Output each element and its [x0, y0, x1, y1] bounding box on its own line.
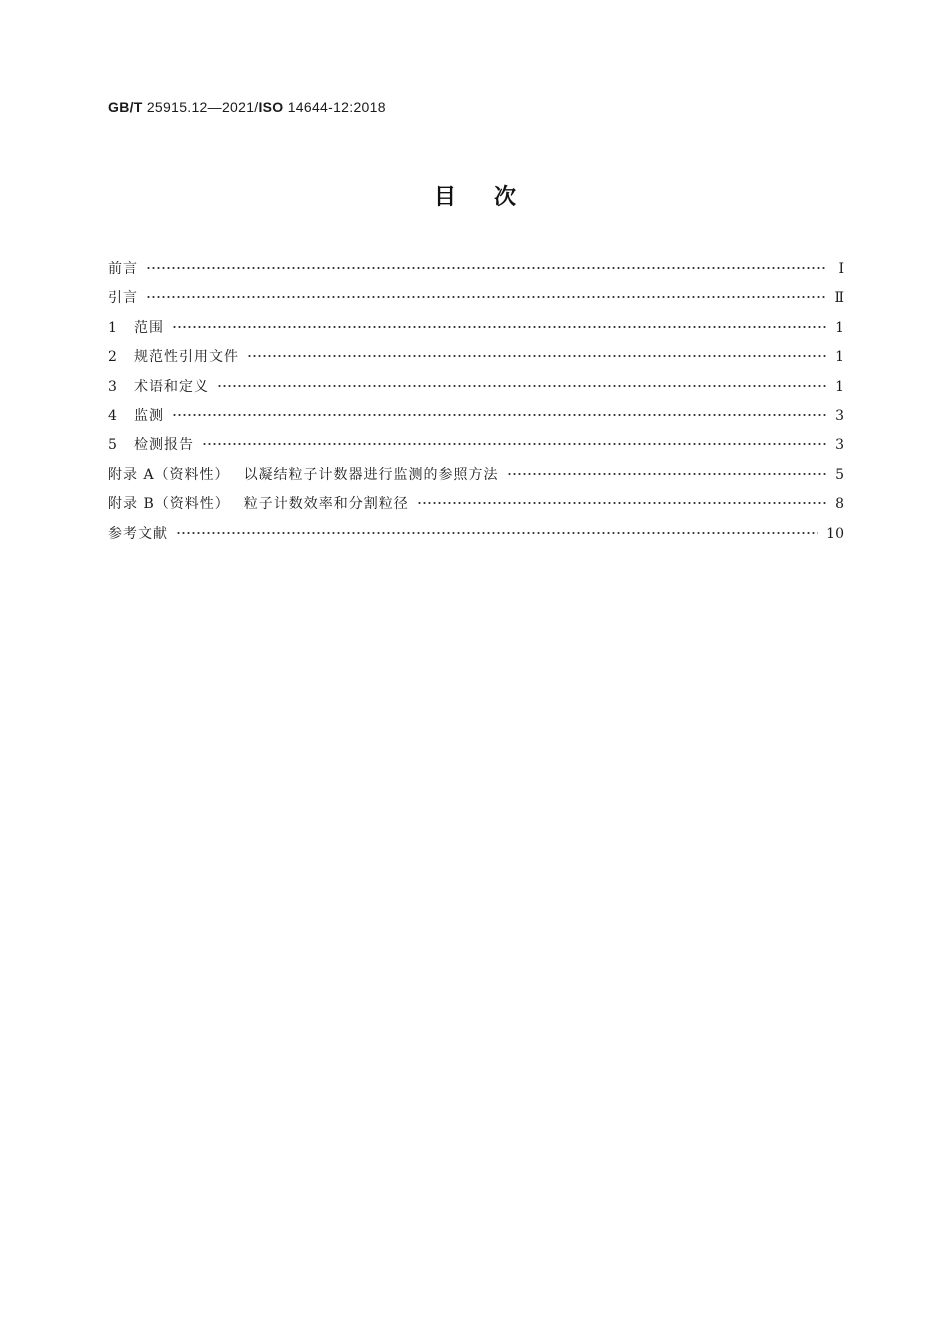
toc-page-number: 3	[835, 407, 844, 424]
toc-leader-dots	[146, 295, 826, 299]
toc-leader-dots	[146, 266, 826, 270]
standard-code	[108, 99, 386, 115]
toc-entry-label: 引言	[108, 290, 138, 307]
toc-entry-label: 参考文献	[108, 525, 168, 542]
toc-entry-label: 规范性引用文件	[134, 349, 239, 366]
toc-entry-number: 5	[108, 437, 117, 454]
toc-entry-annex-a[interactable]	[108, 464, 844, 493]
toc-annex-prefix: 附录 B（资料性）	[108, 496, 230, 513]
toc-leader-dots	[172, 413, 826, 417]
toc-entry-annex-b[interactable]	[108, 493, 844, 522]
toc-entry-label: 检测报告	[134, 437, 194, 454]
toc-page-number: Ⅱ	[834, 290, 844, 307]
toc-leader-dots	[247, 354, 826, 358]
std-code-iso: ISO	[258, 99, 284, 115]
page-title: 目次	[433, 185, 554, 210]
toc-page-number: 1	[835, 319, 844, 336]
toc-entry-number: 1	[108, 319, 117, 336]
toc-page-number: 8	[835, 496, 844, 513]
toc-entry-monitoring[interactable]	[108, 405, 844, 434]
toc-entry-number: 4	[108, 407, 117, 424]
toc-entry-label: 术语和定义	[134, 378, 209, 395]
toc-leader-dots	[202, 442, 826, 446]
toc-page-number: 5	[835, 466, 844, 483]
toc-page-number: 1	[835, 349, 844, 366]
toc-entry-label: 监测	[134, 407, 164, 424]
toc-entry-foreword[interactable]	[108, 258, 844, 287]
toc-page-number: 1	[835, 378, 844, 395]
toc-leader-dots	[217, 384, 826, 388]
toc-entry-number: 2	[108, 349, 117, 366]
toc-entry-introduction[interactable]	[108, 287, 844, 316]
toc-annex-title: 粒子计数效率和分割粒径	[243, 496, 409, 513]
toc-leader-dots	[507, 472, 826, 476]
table-of-contents	[108, 258, 844, 552]
toc-entry-scope[interactable]	[108, 317, 844, 346]
toc-leader-dots	[176, 531, 818, 535]
std-code-number: 25915.12—2021/	[142, 99, 259, 115]
std-code-gb: GB/T	[108, 99, 143, 115]
std-code-iso-number: 14644-12:2018	[283, 99, 386, 115]
toc-annex-prefix: 附录 A（资料性）	[108, 466, 230, 483]
toc-leader-dots	[417, 501, 826, 505]
toc-page-number: Ⅰ	[838, 261, 844, 277]
toc-entry-terms-definitions[interactable]	[108, 376, 844, 405]
toc-entry-label: 前言	[108, 261, 138, 277]
toc-entry-label: 范围	[134, 319, 164, 336]
toc-entry-normative-references[interactable]	[108, 346, 844, 375]
toc-annex-title: 以凝结粒子计数器进行监测的参照方法	[243, 466, 499, 483]
toc-page-number: 3	[835, 437, 844, 454]
toc-entry-test-report[interactable]	[108, 434, 844, 463]
toc-entry-number: 3	[108, 378, 117, 395]
toc-leader-dots	[172, 325, 826, 329]
toc-page-number: 10	[826, 525, 844, 542]
toc-entry-bibliography[interactable]	[108, 523, 844, 552]
